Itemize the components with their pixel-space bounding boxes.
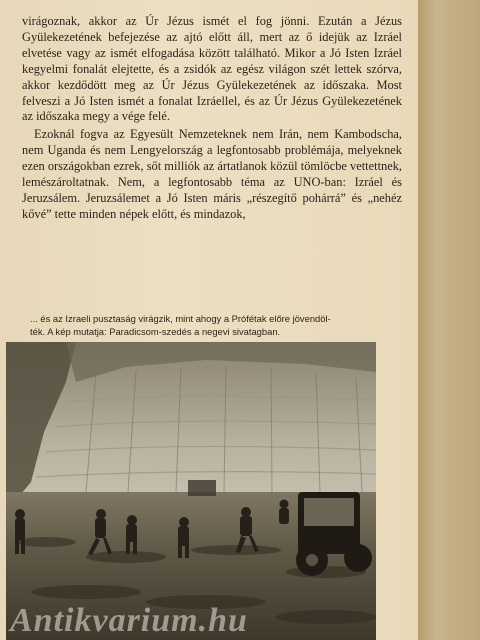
paragraph-2: Ezoknál fogva az Egyesült Nemzeteknek nem Irán, nem Kambodscha, nem Uganda és nem Lengyelország a legfontosabb problémája, melyeknek ezen országokban ezrek, sőt milliók az ártatlanok közül tömlöcbe vettettnek, lemészároltatnak. Nem, a legfontosabb téma az UNO-ban: Izráel és Jeruzsálem. Jeruzsálemet a Jó Isten máris „részegítő pohárrá” és „nehéz kővé” tette minden népek előtt, és mindazok, <box>22 127 402 221</box>
photo-illustration <box>6 342 376 640</box>
paragraph-1: virágoznak, akkor az Úr Jézus ismét el fog jönni. Ezután a Jézus Gyülekezetének befejezése az ajtó előtt áll, mert az ő idejük az Izráel elvetése vagy az ismét elfogadása között található. Mikor a Jó Isten Izráel kegyelmi fonalát elejtette, és a zsidók az egész világon szét lettek szórva, akkor kezdődött meg az Úr Jézus Gyülekezetének az időszaka. Most felveszi a Jó Isten ismét a fonalat Izráellel, és az Úr Jézus Gyülekezetének az időszaka megy a vége felé. <box>22 14 402 124</box>
photo-tomato-harvest <box>6 342 376 640</box>
watermark: Antikvarium.hu <box>10 602 248 639</box>
page-edge <box>418 0 480 640</box>
body-text <box>22 14 402 223</box>
photo-caption <box>30 312 400 338</box>
caption-line-1: ... és az Izraeli pusztaság virágzik, mint ahogy a Prófétak előre jövendöl- <box>30 313 331 324</box>
caption-line-2: ték. A kép mutatja: Paradicsom-szedés a negevi sivatagban. <box>30 326 281 337</box>
